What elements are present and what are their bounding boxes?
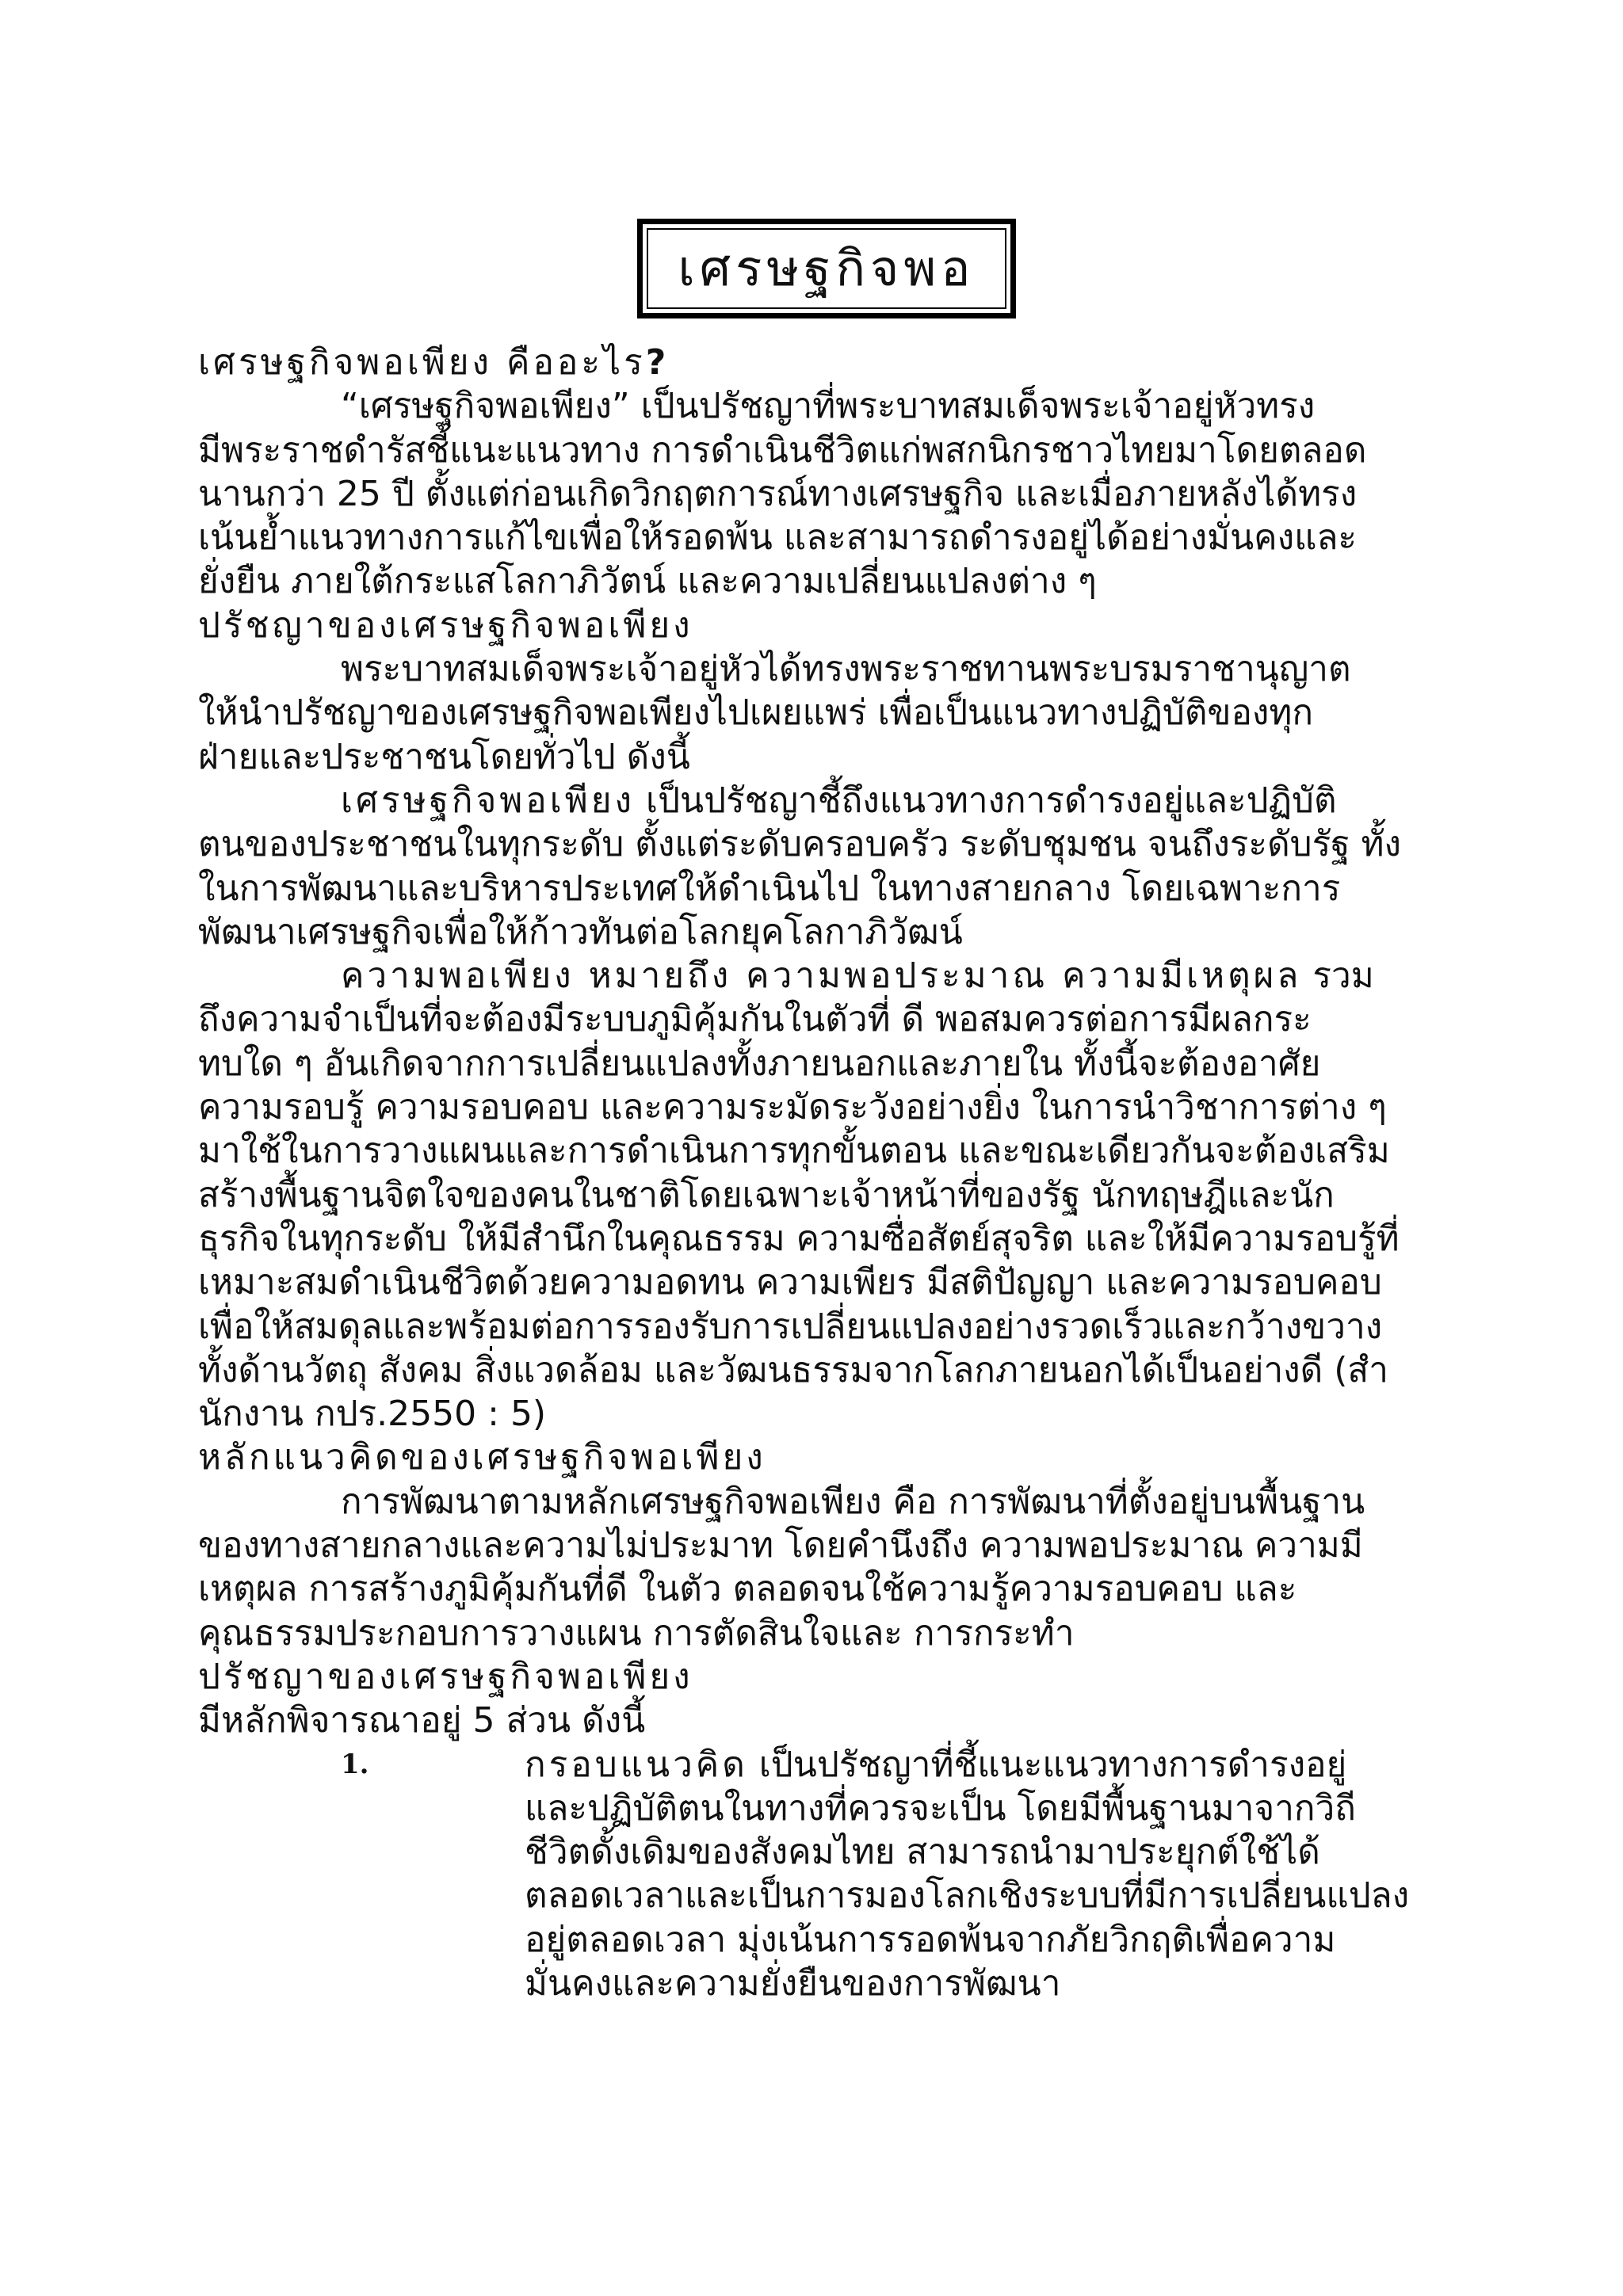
p4-line-7: เหมาะสมดำเนินชีวิตด้วยความอดทน ความเพียร มีสติปัญญา และความรอบคอบ xyxy=(198,1262,1382,1303)
title-box xyxy=(637,219,1016,318)
p3-line-1: ตนของประชาชนในทุกระดับ ตั้งแต่ระดับครอบครัว ระดับชุมชน จนถึงระดับรัฐ ทั้ง xyxy=(198,824,1401,865)
document-body xyxy=(198,341,1434,2005)
item1-line-1: และปฏิบัติตนในทางที่ควรจะเป็น โดยมีพื้นฐานมาจากวิถี xyxy=(525,1787,1356,1829)
heading-what-is xyxy=(198,341,1434,384)
p1-line-4: ยั่งยืน ภายใต้กระแสโลกาภิวัตน์ และความเปลี่ยนแปลงต่าง ๆ xyxy=(198,561,1097,602)
p3-line-2: ในการพัฒนาและบริหารประเทศให้ดำเนินไป ในทางสายกลาง โดยเฉพาะการ xyxy=(198,868,1341,909)
p3-line-0 xyxy=(198,779,1434,822)
p1-line-3: เน้นย้ำแนวทางการแก้ไขเพื่อให้รอดพ้น และสามารถดำรงอยู่ได้อย่างมั่นคงและ xyxy=(198,517,1358,559)
heading-philosophy: ปรัชญาของเศรษฐกิจพอเพียง xyxy=(198,605,693,646)
item1-line-3: ตลอดเวลาและเป็นการมองโลกเชิงระบบที่มีการเปลี่ยนแปลง xyxy=(525,1875,1410,1917)
p4-line-6: ธุรกิจในทุกระดับ ให้มีสำนึกในคุณธรรม ความซื่อสัตย์สุจริต และให้มีความรอบรู้ที่ xyxy=(198,1218,1400,1259)
p1-line-2: นานกว่า 25 ปี ตั้งแต่ก่อนเกิดวิกฤตการณ์ทางเศรษฐกิจ และเมื่อภายหลังได้ทรง xyxy=(198,473,1358,514)
item1-line-0-text: เป็นปรัชญาที่ชี้แนะแนวทางการดำรงอยู่ xyxy=(747,1744,1347,1785)
item1-line-2: ชีวิตดั้งเดิมของสังคมไทย สามารถนำมาประยุกต์ใช้ได้ xyxy=(525,1832,1320,1873)
item1-lead: กรอบแนวคิด xyxy=(525,1744,748,1785)
item1-line-5: มั่นคงและความยั่งยืนของการพัฒนา xyxy=(525,1962,1061,2004)
p3-lead: เศรษฐกิจพอเพียง xyxy=(341,780,636,821)
p1-line-0: “เศรษฐกิจพอเพียง” เป็นปรัชญาที่พระบาทสมเด็จพระเจ้าอยู่หัวทรง xyxy=(341,386,1316,427)
p4-line-1: ถึงความจำเป็นที่จะต้องมีระบบภูมิคุ้มกันในตัวที่ ดี พอสมควรต่อการมีผลกระ xyxy=(198,999,1312,1040)
item1-line-4: อยู่ตลอดเวลา มุ่งเน้นการรอดพ้นจากภัยวิกฤติเพื่อความ xyxy=(525,1919,1336,1960)
heading-what-is-text: เศรษฐกิจพอเพียง คืออะไร xyxy=(198,342,646,383)
p2-line-2: ฝ่ายและประชาชนโดยทั่วไป ดังนี้ xyxy=(198,736,690,777)
p4-line-4: มาใช้ในการวางแผนและการดำเนินการทุกขั้นตอน และขณะเดียวกันจะต้องเสริม xyxy=(198,1131,1390,1172)
p5-line-1: ของทางสายกลางและความไม่ประมาท โดยคำนึงถึง ความพอประมาณ ความมี xyxy=(198,1525,1363,1566)
item1-line-0 xyxy=(525,1743,1434,1787)
page-title: เศรษฐกิจพอ xyxy=(647,228,1006,309)
p5-line-3: คุณธรรมประกอบการวางแผน การตัดสินใจและ การกระทำ xyxy=(198,1612,1075,1653)
p4-line-9: ทั้งด้านวัตถุ สังคม สิ่งแวดล้อม และวัฒนธรรมจากโลกภายนอกได้เป็นอย่างดี (สำ xyxy=(198,1349,1388,1390)
p2-line-0: พระบาทสมเด็จพระเจ้าอยู่หัวได้ทรงพระราชทานพระบรมราชานุญาต xyxy=(341,649,1351,690)
p4-line-2: ทบใด ๆ อันเกิดจากการเปลี่ยนแปลงทั้งภายนอกและภายใน ทั้งนี้จะต้องอาศัย xyxy=(198,1043,1321,1084)
p5-line-2: เหตุผล การสร้างภูมิคุ้มกันที่ดี ในตัว ตลอดจนใช้ความรู้ความรอบคอบ และ xyxy=(198,1569,1297,1610)
question-mark: ? xyxy=(645,342,666,383)
p4-line-3: ความรอบรู้ ความรอบคอบ และความระมัดระวังอย่างยิ่ง ในการนำวิชาการต่าง ๆ xyxy=(198,1087,1387,1128)
list-item-number: 1. xyxy=(341,1748,369,1780)
p4-lead: ความพอเพียง หมายถึง ความพอประมาณ ความมีเหตุผล xyxy=(341,955,1302,997)
p1-line-1: มีพระราชดำรัสชี้แนะแนวทาง การดำเนินชีวิตแก่พสกนิกรชาวไทยมาโดยตลอด xyxy=(198,429,1367,471)
p2-line-1: ให้นำปรัชญาของเศรษฐกิจพอเพียงไปเผยแพร่ เพื่อเป็นแนวทางปฏิบัติของทุก xyxy=(198,692,1314,734)
p4-line-0 xyxy=(198,954,1434,997)
p4-line-8: เพื่อให้สมดุลและพร้อมต่อการรองรับการเปลี่ยนแปลงอย่างรวดเร็วและกว้างขวาง xyxy=(198,1306,1383,1347)
list-item xyxy=(341,1743,1434,2006)
p5-line-0: การพัฒนาตามหลักเศรษฐกิจพอเพียง คือ การพัฒนาที่ตั้งอยู่บนพื้นฐาน xyxy=(341,1481,1365,1522)
p4-line-10: นักงาน กปร.2550 : 5) xyxy=(198,1394,547,1435)
p3-line-0-text: เป็นปรัชญาชี้ถึงแนวทางการดำรงอยู่และปฏิบัติ xyxy=(635,780,1337,821)
p4-line-5: สร้างพื้นฐานจิตใจของคนในชาติโดยเฉพาะเจ้าหน้าที่ของรัฐ นักทฤษฎีและนัก xyxy=(198,1174,1335,1215)
p4-line-0-text: รวม xyxy=(1301,955,1374,997)
heading-concept: หลักแนวคิดของเศรษฐกิจพอเพียง xyxy=(198,1437,766,1478)
heading-philosophy-2: ปรัชญาของเศรษฐกิจพอเพียง xyxy=(198,1656,693,1697)
p3-line-3: พัฒนาเศรษฐกิจเพื่อให้ก้าวทันต่อโลกยุคโลกาภิวัฒน์ xyxy=(198,911,963,952)
intro-five-parts: มีหลักพิจารณาอยู่ 5 ส่วน ดังนี้ xyxy=(198,1700,646,1741)
